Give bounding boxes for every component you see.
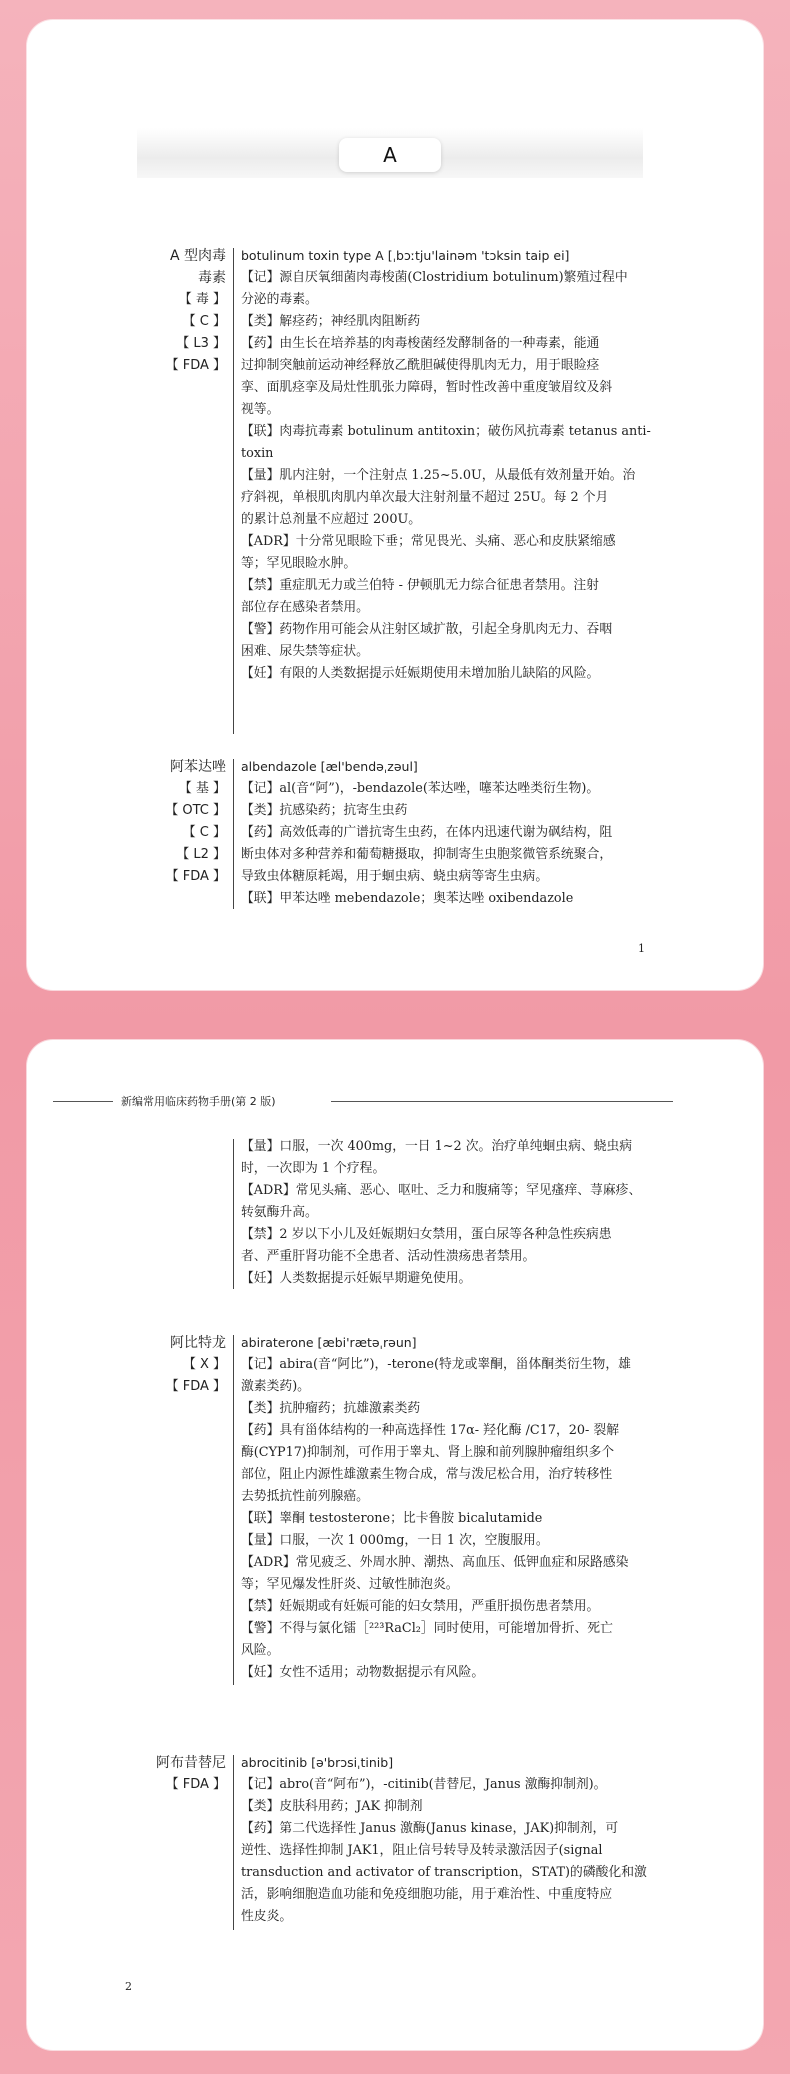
drug-name: 阿比特龙 (170, 1335, 226, 1351)
entry-line: 【联】睾酮 testosterone；比卡鲁胺 bicalutamide (241, 1511, 543, 1526)
drug-name-cont: 毒素 (198, 270, 226, 286)
entry-line: 【药】由生长在培养基的肉毒梭菌经发酵制备的一种毒素，能通 (241, 336, 600, 351)
entry-labels (76, 756, 226, 888)
entry-line: 【量】肌内注射，一个注射点 1.25~5.0U，从最低有效剂量开始。治 (241, 468, 636, 483)
entry-divider (233, 1335, 234, 1685)
entry-line: abrocitinib [ə'brɔsiˌtinib] (241, 1755, 394, 1770)
entry-line: 【警】不得与氯化镭［²²³RaCl₂］同时使用，可能增加骨折、死亡 (241, 1621, 613, 1636)
drug-tag: 【 毒 】 (178, 292, 226, 307)
entry-line: 逆性、选择性抑制 JAK1，阻止信号转导及转录激活因子(signal (241, 1843, 603, 1858)
entry-line: 部位，阻止内源性雄激素生物合成，常与泼尼松合用，治疗转移性 (241, 1467, 613, 1482)
entry-body (241, 1752, 673, 1928)
entry-line: 分泌的毒素。 (241, 292, 318, 307)
entry-line: 【类】抗肿瘤药；抗雄激素类药 (241, 1401, 421, 1416)
entry-line: 【药】第二代选择性 Janus 激酶(Janus kinase，JAK)抑制剂，可 (241, 1821, 619, 1836)
entry-line: 酶(CYP17)抑制剂，可作用于睾丸、肾上腺和前列腺肿瘤组织多个 (241, 1445, 615, 1460)
entry-line: 【联】肉毒抗毒素 botulinum antitoxin；破伤风抗毒素 tetanus anti- (241, 424, 651, 439)
entry-divider (233, 1755, 234, 1930)
entry-body (241, 756, 673, 910)
entry-line: 【记】abira(音“阿比”)，-terone(特龙或睾酮，甾体酮类衍生物，雄 (241, 1357, 631, 1372)
entry-line: 挛、面肌痉挛及局灶性肌张力障碍，暂时性改善中重度皱眉纹及斜 (241, 380, 613, 395)
entry-line: 【ADR】十分常见眼睑下垂；常见畏光、头痛、恶心和皮肤紧缩感 (241, 534, 616, 549)
entry-line: 等；罕见眼睑水肿。 (241, 556, 357, 571)
drug-tag: 【 L2 】 (176, 847, 226, 862)
header-rule-left (53, 1101, 113, 1102)
entry-line: 【类】抗感染药；抗寄生虫药 (241, 803, 408, 818)
entry-line: 【妊】有限的人类数据提示妊娠期使用未增加胎儿缺陷的风险。 (241, 666, 600, 681)
drug-name: A 型肉毒 (169, 248, 226, 264)
page-one (27, 20, 763, 990)
book-title: 新编常用临床药物手册(第 2 版) (121, 1095, 276, 1108)
drug-tag: 【 基 】 (178, 781, 226, 796)
entry-labels (76, 1332, 226, 1398)
entry-line: 去势抵抗性前列腺癌。 (241, 1489, 369, 1504)
entry-line: botulinum toxin type A [ˌbɔːtju'lainəm 'tɔksin taip ei] (241, 248, 570, 263)
drug-name: 阿布昔替尼 (156, 1755, 226, 1771)
entry-line: 【记】源自厌氧细菌肉毒梭菌(Clostridium botulinum)繁殖过程中 (241, 270, 628, 285)
entry-line: 困难、尿失禁等症状。 (241, 644, 369, 659)
entry-line: 导致虫体糖原耗竭，用于蛔虫病、蛲虫病等寄生虫病。 (241, 869, 549, 884)
entry-line: 【药】具有甾体结构的一种高选择性 17α- 羟化酶 /C17，20- 裂解 (241, 1423, 620, 1438)
drug-tag: 【 X 】 (182, 1357, 226, 1372)
drug-tag: 【 L3 】 (176, 336, 226, 351)
entry-line: abiraterone [æbi'rætəˌrəun] (241, 1335, 417, 1350)
entry-line: 【ADR】常见疲乏、外周水肿、潮热、高血压、低钾血症和尿路感染 (241, 1555, 629, 1570)
entry-line: 【妊】人类数据提示妊娠早期避免使用。 (241, 1271, 472, 1286)
entry-line: 者、严重肝肾功能不全患者、活动性溃疡患者禁用。 (241, 1249, 536, 1264)
drug-name: 阿苯达唑 (170, 759, 226, 775)
entry-line: 视等。 (241, 402, 280, 417)
entry-line: 过抑制突触前运动神经释放乙酰胆碱使得肌肉无力，用于眼睑痉 (241, 358, 600, 373)
entry-line: 【记】al(音“阿”)，-bendazole(苯达唑，噻苯达唑类衍生物)。 (241, 781, 600, 796)
entry-line: 转氨酶升高。 (241, 1205, 318, 1220)
entry-labels (76, 245, 226, 377)
page-two (27, 1040, 763, 2050)
drug-tag: 【 OTC 】 (165, 803, 226, 818)
entry-line: 【量】口服，一次 400mg，一日 1~2 次。治疗单纯蛔虫病、蛲虫病 (241, 1139, 633, 1154)
section-letter: A (339, 138, 441, 172)
entry-divider (233, 248, 234, 734)
drug-tag: 【 FDA 】 (165, 1379, 226, 1394)
entry-line: 【类】皮肤科用药；JAK 抑制剂 (241, 1799, 423, 1814)
entry-line: 【禁】妊娠期或有妊娠可能的妇女禁用，严重肝损伤患者禁用。 (241, 1599, 600, 1614)
entry-labels (76, 1752, 226, 1796)
page-number: 1 (638, 942, 645, 955)
entry-line: 性皮炎。 (241, 1909, 293, 1924)
entry-line: 等；罕见爆发性肝炎、过敏性肺泡炎。 (241, 1577, 459, 1592)
entry-line: toxin (241, 446, 274, 461)
entry-divider (233, 1139, 234, 1289)
entry-line: 【警】药物作用可能会从注射区域扩散，引起全身肌肉无力、吞咽 (241, 622, 613, 637)
entry-line: 【妊】女性不适用；动物数据提示有风险。 (241, 1665, 485, 1680)
entry-line: 【禁】重症肌无力或兰伯特 - 伊顿肌无力综合征患者禁用。注射 (241, 578, 599, 593)
entry-line: transduction and activator of transcription，STAT)的磷酸化和激 (241, 1865, 647, 1880)
entry-line: 活，影响细胞造血功能和免疫细胞功能，用于难治性、中重度特应 (241, 1887, 613, 1902)
drug-tag: 【 C 】 (182, 314, 226, 329)
entry-line: 部位存在感染者禁用。 (241, 600, 369, 615)
section-letter-band (137, 128, 643, 178)
entry-line: 断虫体对多种营养和葡萄糖摄取，抑制寄生虫胞浆微管系统聚合， (241, 847, 613, 862)
drug-tag: 【 FDA 】 (165, 1777, 226, 1792)
drug-tag: 【 FDA 】 (165, 358, 226, 373)
entry-line: 疗斜视，单根肌肉肌内单次最大注射剂量不超过 25U。每 2 个月 (241, 490, 609, 505)
drug-tag: 【 FDA 】 (165, 869, 226, 884)
entry-line: 【记】abro(音“阿布”)，-citinib(昔替尼，Janus 激酶抑制剂)。 (241, 1777, 607, 1792)
entry-line: 风险。 (241, 1643, 280, 1658)
entry-line: 【类】解痉药；神经肌肉阻断药 (241, 314, 421, 329)
entry-line: 【联】甲苯达唑 mebendazole；奥苯达唑 oxibendazole (241, 891, 574, 906)
entry-line: 【ADR】常见头痛、恶心、呕吐、乏力和腹痛等；罕见瘙痒、荨麻疹、 (241, 1183, 642, 1198)
entry-line: albendazole [æl'bendəˌzəul] (241, 759, 418, 774)
entry-body (241, 1332, 673, 1684)
entry-line: 时，一次即为 1 个疗程。 (241, 1161, 386, 1176)
entry-body (241, 245, 673, 685)
drug-tag: 【 C 】 (182, 825, 226, 840)
entry-line: 的累计总剂量不应超过 200U。 (241, 512, 422, 527)
entry-line: 【药】高效低毒的广谱抗寄生虫药，在体内迅速代谢为砜结构，阻 (241, 825, 613, 840)
header-rule-right (331, 1101, 673, 1102)
entry-line: 【量】口服，一次 1 000mg，一日 1 次，空腹服用。 (241, 1533, 549, 1548)
running-header (53, 1091, 673, 1111)
page-number: 2 (125, 1980, 132, 1993)
entry-line: 激素类药)。 (241, 1379, 310, 1394)
entry-line: 【禁】2 岁以下小儿及妊娠期妇女禁用，蛋白尿等各种急性疾病患 (241, 1227, 612, 1242)
entry-divider (233, 759, 234, 909)
entry-body (241, 1136, 673, 1290)
